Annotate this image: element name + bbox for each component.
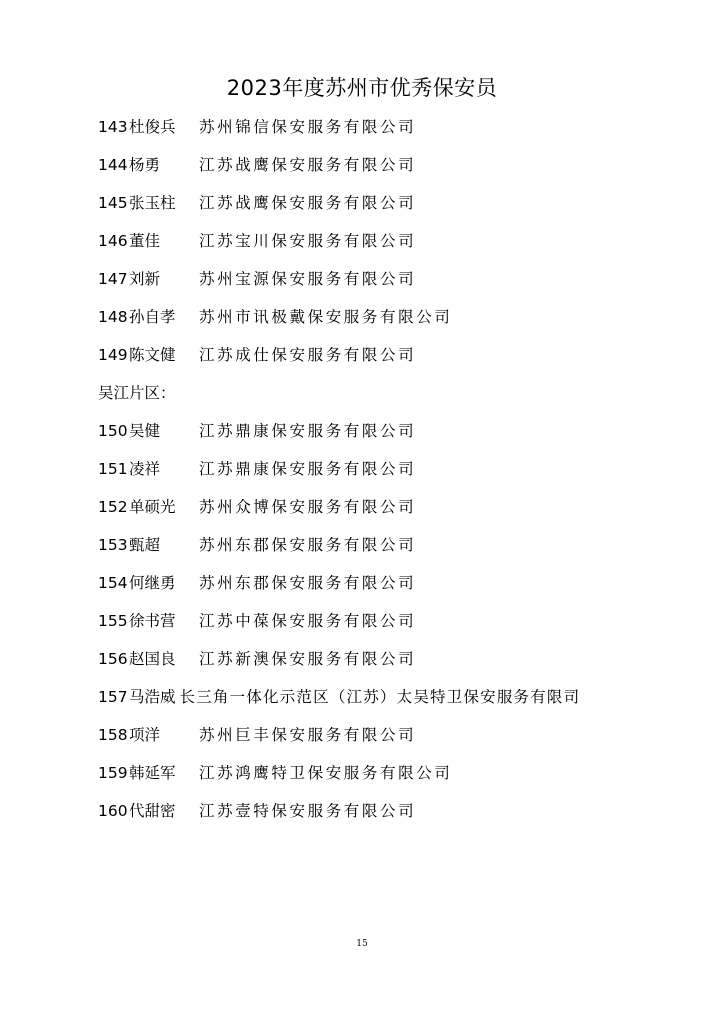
- entry-company: 江苏鸿鹰特卫保安服务有限公司: [199, 764, 453, 782]
- entry-number: 159: [98, 764, 128, 782]
- page-number: 15: [356, 939, 368, 949]
- entry-name: 马浩威: [129, 688, 176, 706]
- entry-company: 苏州锦信保安服务有限公司: [199, 118, 417, 136]
- list-item: [98, 342, 580, 380]
- list-item: [98, 494, 580, 532]
- entry-company: 江苏鼎康保安服务有限公司: [199, 460, 417, 478]
- entry-company: 苏州市讯极戴保安服务有限公司: [199, 308, 453, 326]
- entry-number: 147: [98, 270, 128, 288]
- entry-name: 孙自孝: [129, 308, 176, 326]
- list-item: [98, 798, 580, 836]
- entry-name: 何继勇: [129, 574, 176, 592]
- entry-number: 144: [98, 156, 128, 174]
- entry-number: 158: [98, 726, 128, 744]
- entry-company: 苏州东郡保安服务有限公司: [199, 536, 417, 554]
- entry-company: 苏州宝源保安服务有限公司: [199, 270, 417, 288]
- entry-number: 160: [98, 802, 128, 820]
- entry-name: 徐书营: [129, 612, 176, 630]
- entry-name: 韩延军: [129, 764, 176, 782]
- entry-company: 江苏壹特保安服务有限公司: [199, 802, 417, 820]
- list-item: [98, 722, 580, 760]
- list-item: [98, 760, 580, 798]
- list-item: [98, 418, 580, 456]
- list-item: [98, 456, 580, 494]
- section-label: 吴江片区：: [98, 384, 176, 402]
- entry-company: 江苏成仕保安服务有限公司: [199, 346, 417, 364]
- entry-number: 152: [98, 498, 128, 516]
- entry-company: 苏州东郡保安服务有限公司: [199, 574, 417, 592]
- entry-name: 董佳: [129, 232, 161, 250]
- entry-number: 149: [98, 346, 128, 364]
- entry-name: 代甜密: [129, 802, 176, 820]
- entry-name: 杜俊兵: [129, 118, 176, 136]
- entry-name: 陈文健: [129, 346, 176, 364]
- entry-company: 江苏战鹰保安服务有限公司: [199, 194, 417, 212]
- entry-number: 145: [98, 194, 128, 212]
- entry-number: 146: [98, 232, 128, 250]
- section-heading: [98, 380, 580, 418]
- entry-company: 苏州巨丰保安服务有限公司: [199, 726, 417, 744]
- entry-name: 单硕光: [129, 498, 176, 516]
- entry-name: 吴健: [129, 422, 161, 440]
- list-item: [98, 152, 580, 190]
- honoree-list: [98, 114, 580, 836]
- list-item: [98, 570, 580, 608]
- entry-company: 江苏鼎康保安服务有限公司: [199, 422, 417, 440]
- list-item: [98, 114, 580, 152]
- list-item: [98, 190, 580, 228]
- entry-company: 江苏战鹰保安服务有限公司: [199, 156, 417, 174]
- entry-name: 凌祥: [129, 460, 161, 478]
- entry-name: 刘新: [129, 270, 161, 288]
- entry-number: 151: [98, 460, 128, 478]
- entry-company: 江苏中葆保安服务有限公司: [199, 612, 417, 630]
- entry-number: 157: [98, 688, 128, 706]
- entry-name: 杨勇: [129, 156, 161, 174]
- entry-company: 长三角一体化示范区（江苏）太吴特卫保安服务有限司: [179, 688, 581, 706]
- entry-number: 143: [98, 118, 128, 136]
- entry-name: 甄超: [129, 536, 161, 554]
- entry-number: 153: [98, 536, 128, 554]
- entry-company: 苏州众博保安服务有限公司: [199, 498, 417, 516]
- entry-name: 赵国良: [129, 650, 176, 668]
- entry-company: 江苏新澳保安服务有限公司: [199, 650, 417, 668]
- entry-company: 江苏宝川保安服务有限公司: [199, 232, 417, 250]
- entry-number: 148: [98, 308, 128, 326]
- entry-number: 155: [98, 612, 128, 630]
- list-item: [98, 684, 580, 722]
- entry-number: 150: [98, 422, 128, 440]
- page-title: 2023年度苏州市优秀保安员: [226, 76, 498, 100]
- list-item: [98, 304, 580, 342]
- entry-name: 项洋: [129, 726, 161, 744]
- entry-number: 156: [98, 650, 128, 668]
- list-item: [98, 608, 580, 646]
- entry-number: 154: [98, 574, 128, 592]
- list-item: [98, 228, 580, 266]
- list-item: [98, 646, 580, 684]
- entry-name: 张玉柱: [129, 194, 176, 212]
- list-item: [98, 532, 580, 570]
- list-item: [98, 266, 580, 304]
